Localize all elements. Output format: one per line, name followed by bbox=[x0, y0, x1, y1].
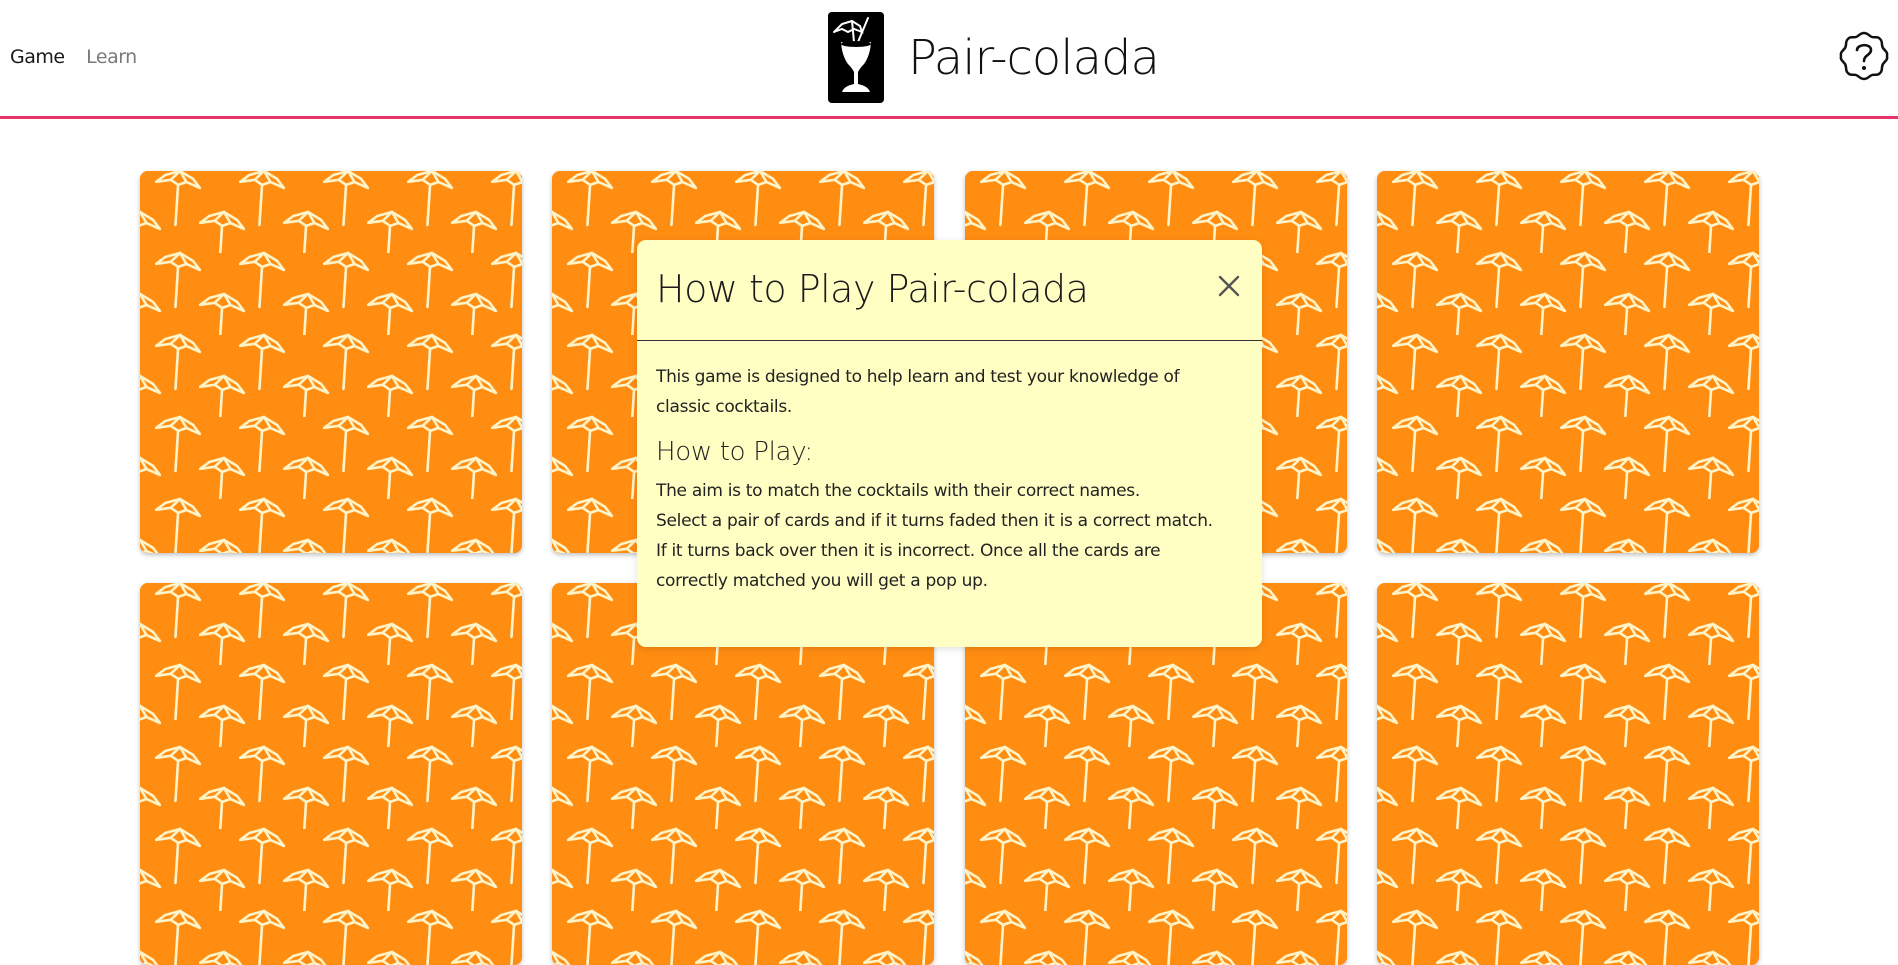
cocktail-umbrella-icon bbox=[1377, 171, 1759, 553]
rule-text-line: The aim is to match the cocktails with their correct names. bbox=[656, 481, 1140, 501]
memory-card[interactable] bbox=[140, 583, 522, 965]
rule-text-line: If it turns back over then it is incorrect. Once all the cards are bbox=[656, 541, 1161, 561]
memory-card[interactable] bbox=[1377, 171, 1759, 553]
app-header bbox=[0, 0, 1898, 119]
memory-card[interactable] bbox=[1377, 583, 1759, 965]
how-to-play-modal bbox=[637, 240, 1262, 647]
main-nav bbox=[10, 46, 153, 68]
question-badge-icon[interactable] bbox=[1838, 30, 1890, 82]
cocktail-umbrella-icon bbox=[140, 171, 522, 553]
close-icon[interactable] bbox=[1215, 272, 1243, 300]
cocktail-glass-icon bbox=[828, 12, 884, 103]
nav-link-learn[interactable]: Learn bbox=[86, 46, 137, 68]
memory-card[interactable] bbox=[140, 171, 522, 553]
rule-text-line: Select a pair of cards and if it turns faded then it is a correct match. bbox=[656, 511, 1213, 531]
rule-text-line: correctly matched you will get a pop up. bbox=[656, 571, 988, 591]
cocktail-umbrella-icon bbox=[140, 583, 522, 965]
intro-text-line: classic cocktails. bbox=[656, 397, 793, 417]
intro-text-line: This game is designed to help learn and test your knowledge of bbox=[656, 367, 1180, 387]
brand[interactable] bbox=[828, 12, 1159, 103]
modal-body bbox=[656, 362, 1246, 596]
cocktail-umbrella-icon bbox=[1377, 583, 1759, 965]
modal-title: How to Play Pair-colada bbox=[656, 267, 1089, 311]
modal-header bbox=[637, 240, 1262, 341]
nav-link-game[interactable]: Game bbox=[10, 46, 65, 68]
app-title: Pair-colada bbox=[908, 29, 1159, 86]
modal-subtitle: How to Play: bbox=[656, 437, 813, 467]
